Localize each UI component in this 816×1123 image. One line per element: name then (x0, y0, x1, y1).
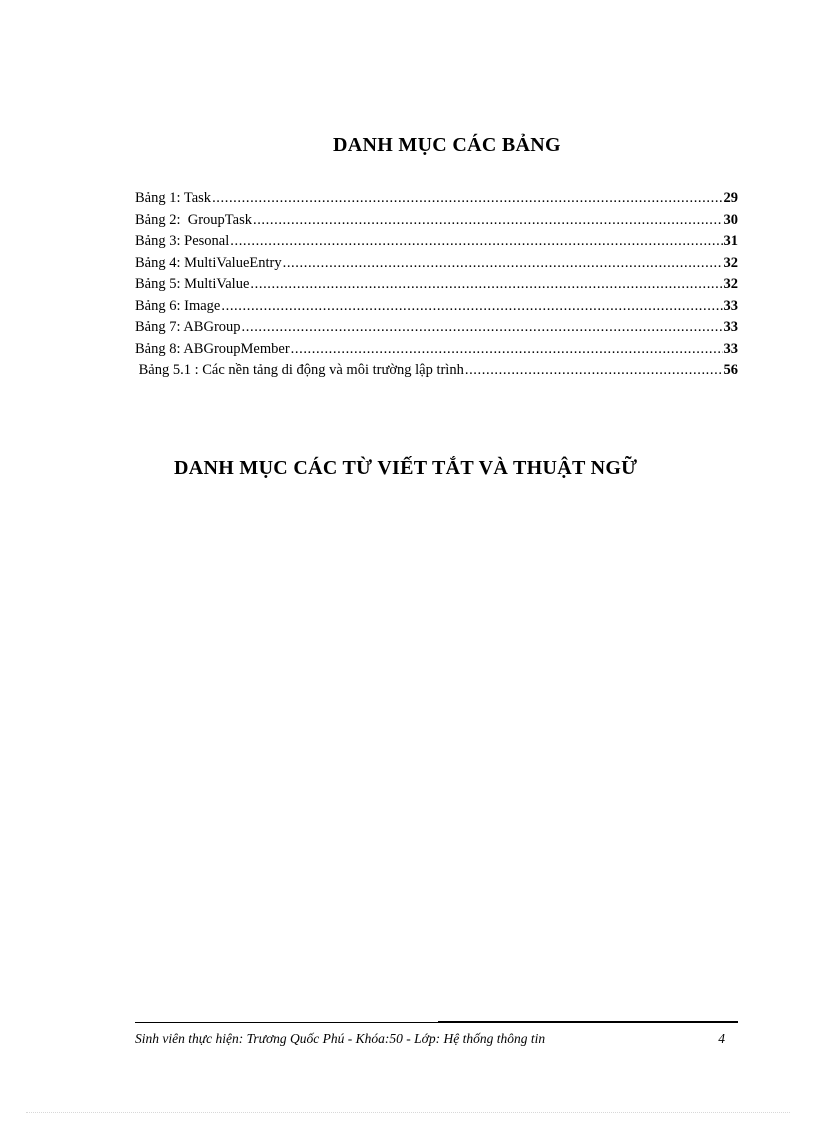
dot-leader (291, 339, 723, 361)
toc-entry-label: Bảng 3: Pesonal (135, 233, 230, 249)
toc-entry (135, 296, 738, 318)
toc-entry (135, 210, 738, 232)
toc-entry (135, 317, 738, 339)
dot-leader (230, 231, 722, 253)
toc-entry-page: 33 (723, 319, 738, 335)
dot-leader (250, 274, 722, 296)
toc-entry-page: 29 (723, 190, 738, 206)
toc-entry-page: 32 (723, 276, 738, 292)
toc-entry-label: Bảng 8: ABGroupMember (135, 340, 290, 357)
toc-entry (135, 231, 738, 253)
dot-leader (253, 210, 723, 232)
toc-entry-label: Bảng 2: GroupTask (135, 211, 252, 228)
toc-entry (135, 274, 738, 296)
toc-entry-label: Bảng 5: MultiValue (135, 276, 250, 292)
dot-leader (465, 360, 723, 382)
page-bottom-border (26, 1112, 790, 1113)
toc-entry-page: 32 (723, 254, 738, 271)
abbreviations-heading: DANH MỤC CÁC TỪ VIẾT TẮT VÀ THUẬT NGỮ (174, 457, 638, 479)
toc-entry-label: Bảng 5.1 : Các nền tảng di động và môi trường lập trình (135, 362, 464, 378)
dot-leader (212, 188, 722, 210)
toc-entry-page: 31 (723, 233, 738, 249)
tables-list-heading: DANH MỤC CÁC BẢNG (333, 134, 561, 156)
toc-entry (135, 339, 738, 361)
toc-entry-page: 33 (723, 297, 738, 314)
toc-entry-label: Bảng 4: MultiValueEntry (135, 254, 282, 271)
toc-entry-label: Bảng 7: ABGroup (135, 319, 241, 335)
footer-rule-right (438, 1021, 738, 1023)
footer-page-number: 4 (718, 1031, 725, 1046)
dot-leader (221, 296, 722, 318)
footer-author-info: Sinh viên thực hiện: Trương Quốc Phú - Khóa:50 - Lớp: Hệ thống thông tin (135, 1031, 546, 1046)
toc-entry (135, 360, 738, 382)
dot-leader (283, 253, 723, 275)
footer-rule-left (135, 1022, 438, 1023)
table-of-tables (135, 188, 738, 382)
toc-entry (135, 253, 738, 275)
toc-entry-page: 30 (723, 211, 738, 228)
toc-entry-label: Bảng 6: Image (135, 297, 221, 314)
toc-entry-page: 56 (723, 362, 738, 378)
toc-entry-page: 33 (723, 340, 738, 357)
toc-entry-label: Bảng 1: Task (135, 190, 212, 206)
dot-leader (242, 317, 723, 339)
toc-entry (135, 188, 738, 210)
page-footer (135, 1031, 725, 1047)
